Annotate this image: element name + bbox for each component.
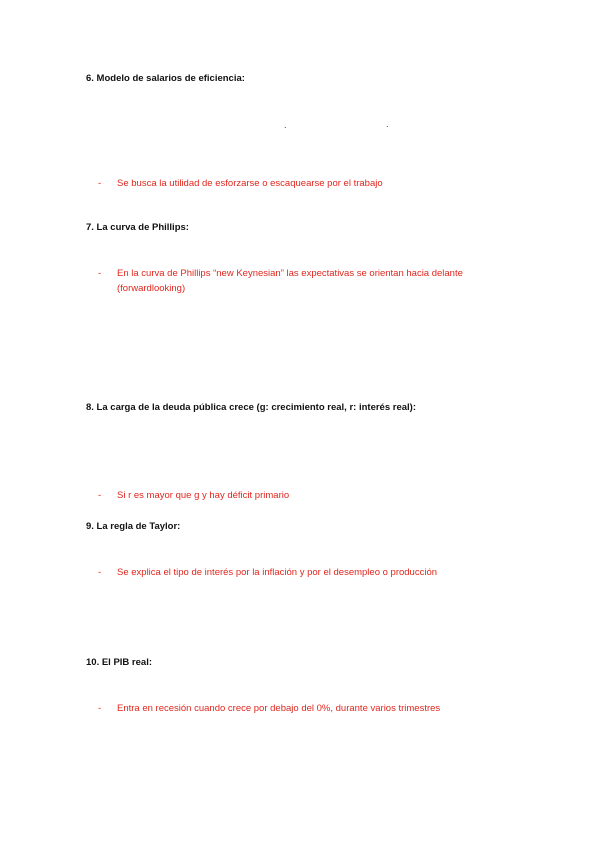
answer-9-text: Se explica el tipo de interés por la inflación y por el desempleo o producción bbox=[117, 567, 438, 578]
answer-7 bbox=[98, 266, 498, 296]
stray-mark: . bbox=[386, 119, 389, 129]
bullet-dash: - bbox=[98, 268, 102, 279]
answer-7-text: En la curva de Phillips “new Keynesian” las expectativas se orientan hacia delante (forwardlooking) bbox=[117, 268, 463, 294]
answer-9 bbox=[98, 565, 498, 580]
question-10-title: 10. El PIB real: bbox=[86, 657, 153, 668]
bullet-dash: - bbox=[98, 703, 102, 714]
question-7-title: 7. La curva de Phillips: bbox=[86, 222, 189, 233]
answer-10 bbox=[98, 701, 498, 716]
bullet-dash: - bbox=[98, 490, 102, 501]
answer-8 bbox=[98, 488, 498, 503]
question-8-title: 8. La carga de la deuda pública crece (g: crecimiento real, r: interés real): bbox=[86, 402, 416, 413]
answer-6 bbox=[98, 176, 498, 191]
stray-mark: . bbox=[284, 120, 287, 130]
answer-6-text: Se busca la utilidad de esforzarse o escaquearse por el trabajo bbox=[117, 178, 383, 189]
bullet-dash: - bbox=[98, 178, 102, 189]
answer-8-text: Si r es mayor que g y hay déficit primario bbox=[117, 490, 290, 501]
question-9-title: 9. La regla de Taylor: bbox=[86, 521, 181, 532]
answer-10-text: Entra en recesión cuando crece por debajo del 0%, durante varios trimestres bbox=[117, 703, 441, 714]
bullet-dash: - bbox=[98, 567, 102, 578]
question-6-title: 6. Modelo de salarios de eficiencia: bbox=[86, 73, 245, 84]
